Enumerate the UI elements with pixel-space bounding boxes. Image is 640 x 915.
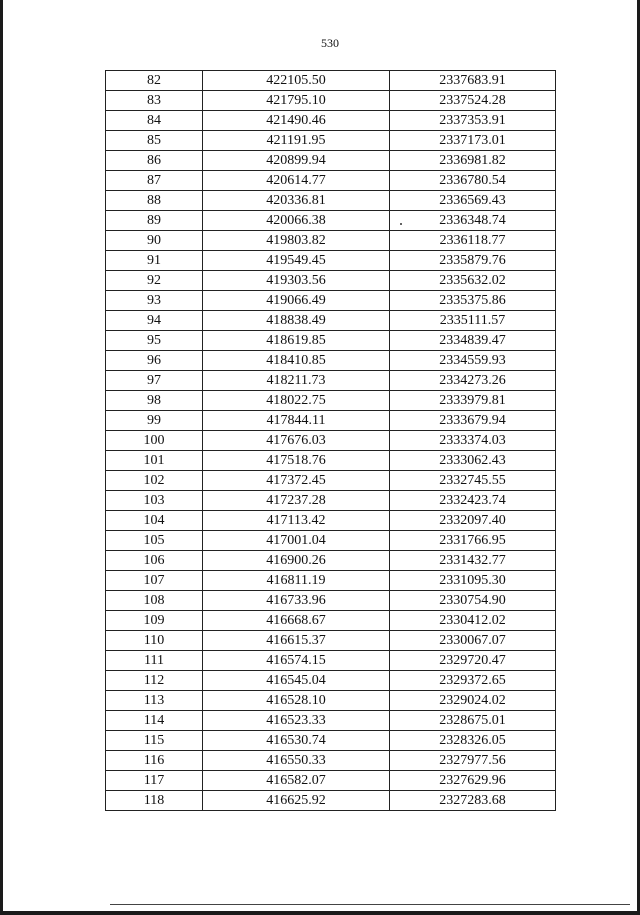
point-number-cell: 111 — [106, 651, 203, 671]
page-number: 530 — [321, 36, 339, 50]
table-row — [106, 351, 556, 371]
table-row — [106, 771, 556, 791]
y-coordinate-cell: 2329720.47 — [390, 651, 556, 671]
table-row — [106, 71, 556, 91]
y-coordinate-cell: 2335111.57 — [390, 311, 556, 331]
y-coordinate-cell: 2331432.77 — [390, 551, 556, 571]
point-number-cell: 85 — [106, 131, 203, 151]
point-number-cell: 95 — [106, 331, 203, 351]
table-row — [106, 171, 556, 191]
y-coordinate-cell: 2337353.91 — [390, 111, 556, 131]
y-coordinate-cell: 2333679.94 — [390, 411, 556, 431]
x-coordinate-cell: 417676.03 — [203, 431, 390, 451]
y-coordinate-cell: 2328326.05 — [390, 731, 556, 751]
coordinate-table — [105, 70, 556, 811]
x-coordinate-cell: 416668.67 — [203, 611, 390, 631]
x-coordinate-cell: 417518.76 — [203, 451, 390, 471]
table-row — [106, 491, 556, 511]
table-row — [106, 671, 556, 691]
point-number-cell: 100 — [106, 431, 203, 451]
x-coordinate-cell: 418410.85 — [203, 351, 390, 371]
point-number-cell: 106 — [106, 551, 203, 571]
y-coordinate-cell: 2333374.03 — [390, 431, 556, 451]
point-number-cell: 97 — [106, 371, 203, 391]
table-row — [106, 511, 556, 531]
table-row — [106, 291, 556, 311]
x-coordinate-cell: 416582.07 — [203, 771, 390, 791]
x-coordinate-cell: 416530.74 — [203, 731, 390, 751]
table-row — [106, 151, 556, 171]
point-number-cell: 92 — [106, 271, 203, 291]
table-row — [106, 571, 556, 591]
table-row — [106, 271, 556, 291]
table-row — [106, 451, 556, 471]
point-number-cell: 98 — [106, 391, 203, 411]
x-coordinate-cell: 416550.33 — [203, 751, 390, 771]
x-coordinate-cell: 416615.37 — [203, 631, 390, 651]
x-coordinate-cell: 421191.95 — [203, 131, 390, 151]
table-row — [106, 471, 556, 491]
table-row — [106, 211, 556, 231]
x-coordinate-cell: 417372.45 — [203, 471, 390, 491]
point-number-cell: 93 — [106, 291, 203, 311]
table-row — [106, 191, 556, 211]
table-row — [106, 611, 556, 631]
table-row — [106, 231, 556, 251]
x-coordinate-cell: 420899.94 — [203, 151, 390, 171]
table-row — [106, 551, 556, 571]
point-number-cell: 103 — [106, 491, 203, 511]
table-row — [106, 751, 556, 771]
coordinate-table-body — [106, 71, 556, 811]
point-number-cell: 89 — [106, 211, 203, 231]
x-coordinate-cell: 418838.49 — [203, 311, 390, 331]
point-number-cell: 102 — [106, 471, 203, 491]
scan-edge-bottom — [0, 911, 640, 915]
point-number-cell: 109 — [106, 611, 203, 631]
x-coordinate-cell: 421795.10 — [203, 91, 390, 111]
y-coordinate-cell: 2335632.02 — [390, 271, 556, 291]
y-coordinate-cell: 2331095.30 — [390, 571, 556, 591]
table-row — [106, 631, 556, 651]
point-number-cell: 86 — [106, 151, 203, 171]
table-row — [106, 591, 556, 611]
scan-edge-left — [0, 0, 3, 915]
point-number-cell: 82 — [106, 71, 203, 91]
x-coordinate-cell: 417237.28 — [203, 491, 390, 511]
table-row — [106, 311, 556, 331]
table-row — [106, 131, 556, 151]
point-number-cell: 84 — [106, 111, 203, 131]
y-coordinate-cell: 2336118.77 — [390, 231, 556, 251]
y-coordinate-cell: 2336981.82 — [390, 151, 556, 171]
y-coordinate-cell: 2332097.40 — [390, 511, 556, 531]
x-coordinate-cell: 417113.42 — [203, 511, 390, 531]
point-number-cell: 88 — [106, 191, 203, 211]
x-coordinate-cell: 416574.15 — [203, 651, 390, 671]
y-coordinate-cell: 2329372.65 — [390, 671, 556, 691]
y-coordinate-cell: 2336348.74 — [390, 211, 556, 231]
y-coordinate-cell: 2334273.26 — [390, 371, 556, 391]
point-number-cell: 101 — [106, 451, 203, 471]
x-coordinate-cell: 416523.33 — [203, 711, 390, 731]
table-row — [106, 391, 556, 411]
point-number-cell: 104 — [106, 511, 203, 531]
table-row — [106, 731, 556, 751]
y-coordinate-cell: 2328675.01 — [390, 711, 556, 731]
y-coordinate-cell: 2333979.81 — [390, 391, 556, 411]
scan-speck — [400, 223, 402, 225]
y-coordinate-cell: 2327283.68 — [390, 791, 556, 811]
table-row — [106, 651, 556, 671]
x-coordinate-cell: 416811.19 — [203, 571, 390, 591]
scan-line-bottom — [110, 904, 630, 905]
y-coordinate-cell: 2329024.02 — [390, 691, 556, 711]
table-row — [106, 111, 556, 131]
table-row — [106, 331, 556, 351]
point-number-cell: 90 — [106, 231, 203, 251]
y-coordinate-cell: 2330412.02 — [390, 611, 556, 631]
x-coordinate-cell: 419803.82 — [203, 231, 390, 251]
point-number-cell: 91 — [106, 251, 203, 271]
y-coordinate-cell: 2333062.43 — [390, 451, 556, 471]
x-coordinate-cell: 417844.11 — [203, 411, 390, 431]
y-coordinate-cell: 2334839.47 — [390, 331, 556, 351]
point-number-cell: 118 — [106, 791, 203, 811]
x-coordinate-cell: 418619.85 — [203, 331, 390, 351]
y-coordinate-cell: 2337524.28 — [390, 91, 556, 111]
point-number-cell: 112 — [106, 671, 203, 691]
y-coordinate-cell: 2330067.07 — [390, 631, 556, 651]
point-number-cell: 113 — [106, 691, 203, 711]
y-coordinate-cell: 2335375.86 — [390, 291, 556, 311]
table-row — [106, 411, 556, 431]
x-coordinate-cell: 416625.92 — [203, 791, 390, 811]
point-number-cell: 83 — [106, 91, 203, 111]
y-coordinate-cell: 2336780.54 — [390, 171, 556, 191]
y-coordinate-cell: 2337683.91 — [390, 71, 556, 91]
x-coordinate-cell: 420336.81 — [203, 191, 390, 211]
x-coordinate-cell: 422105.50 — [203, 71, 390, 91]
x-coordinate-cell: 421490.46 — [203, 111, 390, 131]
point-number-cell: 96 — [106, 351, 203, 371]
y-coordinate-cell: 2336569.43 — [390, 191, 556, 211]
point-number-cell: 115 — [106, 731, 203, 751]
y-coordinate-cell: 2331766.95 — [390, 531, 556, 551]
x-coordinate-cell: 416900.26 — [203, 551, 390, 571]
table-row — [106, 791, 556, 811]
y-coordinate-cell: 2334559.93 — [390, 351, 556, 371]
x-coordinate-cell: 419066.49 — [203, 291, 390, 311]
point-number-cell: 94 — [106, 311, 203, 331]
x-coordinate-cell: 417001.04 — [203, 531, 390, 551]
x-coordinate-cell: 420614.77 — [203, 171, 390, 191]
table-row — [106, 91, 556, 111]
y-coordinate-cell: 2327977.56 — [390, 751, 556, 771]
x-coordinate-cell: 416528.10 — [203, 691, 390, 711]
point-number-cell: 99 — [106, 411, 203, 431]
point-number-cell: 107 — [106, 571, 203, 591]
x-coordinate-cell: 419549.45 — [203, 251, 390, 271]
point-number-cell: 110 — [106, 631, 203, 651]
x-coordinate-cell: 420066.38 — [203, 211, 390, 231]
table-row — [106, 251, 556, 271]
y-coordinate-cell: 2330754.90 — [390, 591, 556, 611]
y-coordinate-cell: 2327629.96 — [390, 771, 556, 791]
y-coordinate-cell: 2335879.76 — [390, 251, 556, 271]
point-number-cell: 114 — [106, 711, 203, 731]
x-coordinate-cell: 418022.75 — [203, 391, 390, 411]
table-row — [106, 691, 556, 711]
x-coordinate-cell: 418211.73 — [203, 371, 390, 391]
x-coordinate-cell: 416545.04 — [203, 671, 390, 691]
point-number-cell: 108 — [106, 591, 203, 611]
point-number-cell: 105 — [106, 531, 203, 551]
x-coordinate-cell: 419303.56 — [203, 271, 390, 291]
table-row — [106, 431, 556, 451]
x-coordinate-cell: 416733.96 — [203, 591, 390, 611]
y-coordinate-cell: 2332423.74 — [390, 491, 556, 511]
point-number-cell: 87 — [106, 171, 203, 191]
point-number-cell: 117 — [106, 771, 203, 791]
table-row — [106, 371, 556, 391]
y-coordinate-cell: 2337173.01 — [390, 131, 556, 151]
y-coordinate-cell: 2332745.55 — [390, 471, 556, 491]
table-row — [106, 531, 556, 551]
point-number-cell: 116 — [106, 751, 203, 771]
table-row — [106, 711, 556, 731]
